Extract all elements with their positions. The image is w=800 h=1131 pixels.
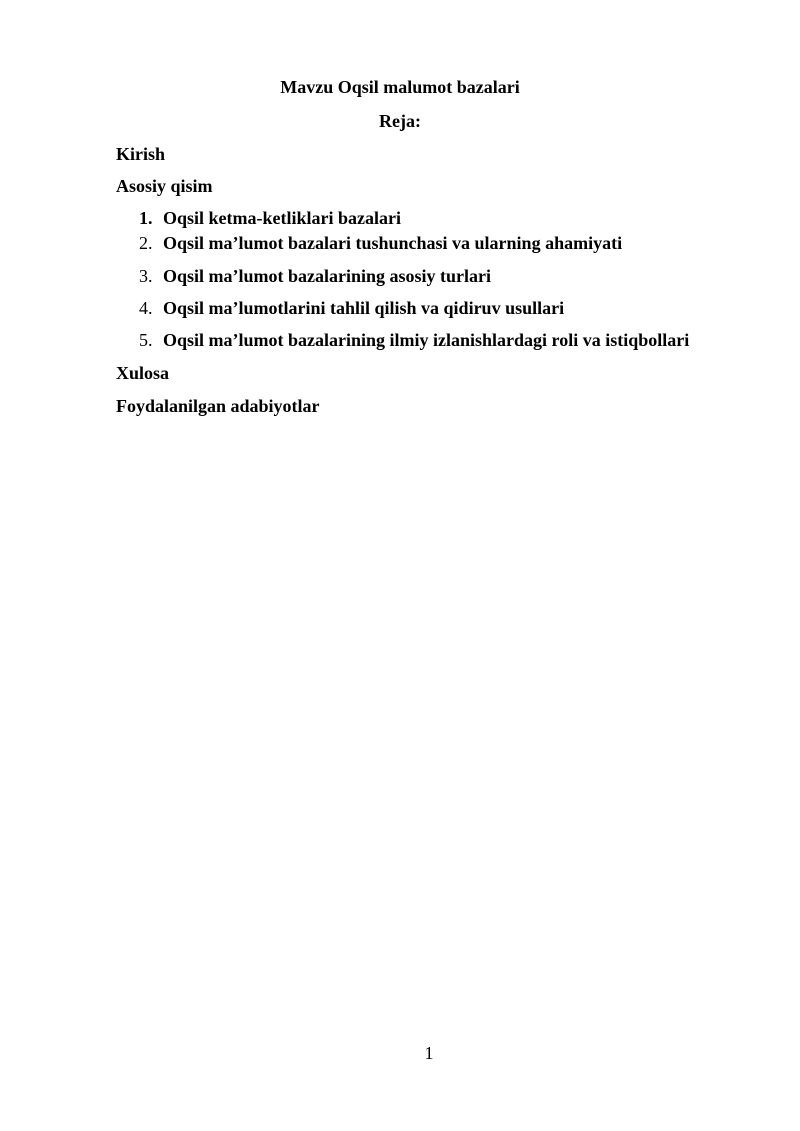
list-item-number: 4. <box>139 298 153 318</box>
section-conclusion: Xulosa <box>116 363 170 383</box>
list-item <box>139 264 491 288</box>
list-item-text: Oqsil ma’lumot bazalarining asosiy turlari <box>163 266 492 286</box>
section-references: Foydalanilgan adabiyotlar <box>116 396 320 416</box>
section-main-part: Asosiy qisim <box>116 176 213 196</box>
plan-label: Reja: <box>379 111 421 131</box>
list-item-text: Oqsil ma’lumotlarini tahlil qilish va qidiruv usullari <box>163 298 565 318</box>
list-item-number: 5. <box>139 330 153 350</box>
list-item-number: 3. <box>139 266 153 286</box>
list-item-text: Oqsil ma’lumot bazalarining ilmiy izlanishlardagi roli va istiqbollari <box>163 330 690 350</box>
list-item <box>139 206 401 230</box>
list-item-number: 1. <box>139 208 153 228</box>
section-intro: Kirish <box>116 144 166 164</box>
document-title: Mavzu Oqsil malumot bazalari <box>280 77 520 97</box>
list-item-text: Oqsil ketma-ketliklari bazalari <box>163 208 401 228</box>
list-item-number: 2. <box>139 233 153 253</box>
list-item-text: Oqsil ma’lumot bazalari tushunchasi va ularning ahamiyati <box>163 233 623 253</box>
page-number: 1 <box>424 1043 434 1063</box>
list-item <box>139 328 689 352</box>
list-item <box>139 231 622 255</box>
list-item <box>139 296 564 320</box>
